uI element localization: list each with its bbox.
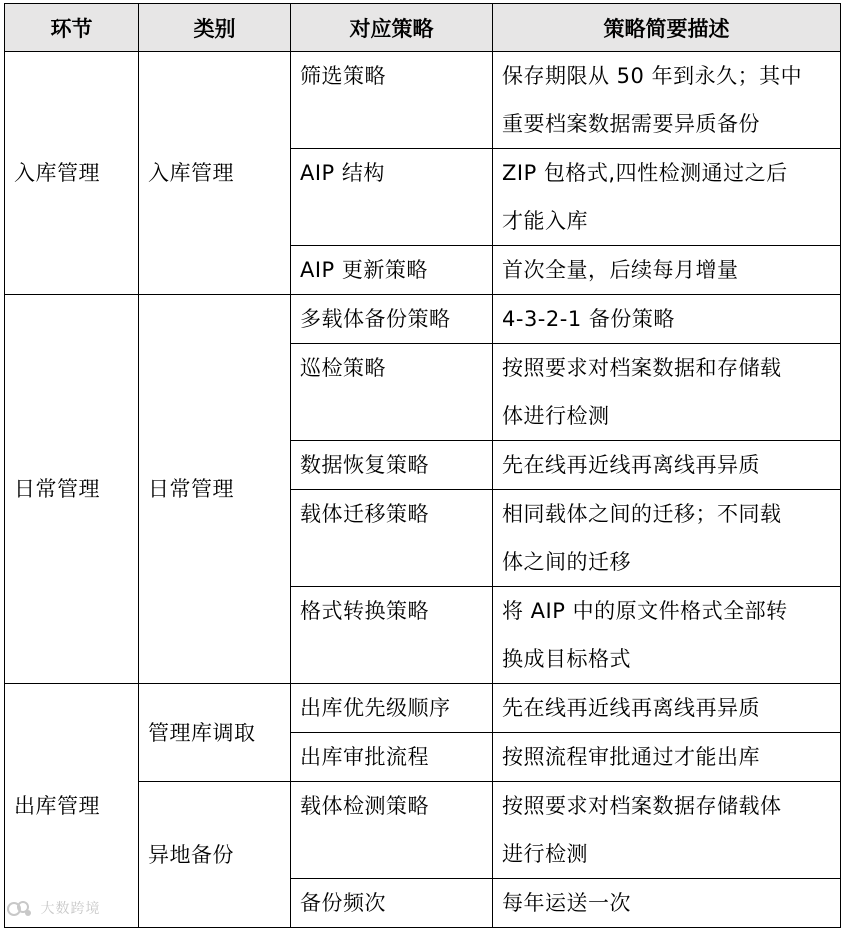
policy-cell: 数据恢复策略 — [291, 441, 493, 490]
policy-cell: 出库审批流程 — [291, 733, 493, 782]
description-line: 换成目标格式 — [502, 647, 631, 671]
header-row — [5, 4, 841, 52]
description-line: 保存期限从 50 年到永久；其中 — [502, 64, 803, 88]
description-cell — [493, 295, 841, 344]
description-line: 按照要求对档案数据存储载体 — [502, 794, 782, 818]
stage-cell: 出库管理 — [5, 684, 139, 928]
watermark-text: 大数跨境 — [40, 901, 101, 917]
description-cell — [493, 587, 841, 684]
policy-cell: AIP 更新策略 — [291, 246, 493, 295]
category-cell: 管理库调取 — [139, 684, 291, 782]
policy-cell: 载体检测策略 — [291, 782, 493, 879]
strategy-table — [4, 3, 841, 928]
description-cell — [493, 52, 841, 149]
table-header — [5, 4, 841, 52]
stage-cell: 入库管理 — [5, 52, 139, 295]
description-line: 首次全量，后续每月增量 — [502, 258, 739, 282]
header-description: 策略简要描述 — [493, 4, 841, 52]
policy-cell: 出库优先级顺序 — [291, 684, 493, 733]
policy-cell: 格式转换策略 — [291, 587, 493, 684]
table-body — [5, 52, 841, 928]
description-line: 先在线再近线再离线再异质 — [502, 453, 760, 477]
description-line: 按照要求对档案数据和存储载 — [502, 356, 782, 380]
description-line: 才能入库 — [502, 209, 588, 233]
description-line: 相同载体之间的迁移；不同载 — [502, 502, 782, 526]
description-cell — [493, 733, 841, 782]
watermark — [6, 898, 100, 919]
table-row — [5, 684, 841, 733]
category-cell: 入库管理 — [139, 52, 291, 295]
category-cell: 异地备份 — [139, 782, 291, 928]
header-category: 类别 — [139, 4, 291, 52]
description-line: 进行检测 — [502, 842, 588, 866]
description-line: 每年运送一次 — [502, 891, 631, 915]
description-line: 将 AIP 中的原文件格式全部转 — [502, 599, 788, 623]
table-row — [5, 52, 841, 149]
description-line: 体进行检测 — [502, 404, 610, 428]
header-stage: 环节 — [5, 4, 139, 52]
description-cell — [493, 684, 841, 733]
policy-cell: 巡检策略 — [291, 344, 493, 441]
description-cell — [493, 149, 841, 246]
description-cell — [493, 490, 841, 587]
description-line: 先在线再近线再离线再异质 — [502, 696, 760, 720]
policy-cell: 载体迁移策略 — [291, 490, 493, 587]
watermark-logo-icon — [6, 899, 32, 919]
description-line: 4-3-2-1 备份策略 — [502, 307, 675, 331]
description-cell — [493, 782, 841, 879]
description-line: 重要档案数据需要异质备份 — [502, 112, 760, 136]
description-line: 体之间的迁移 — [502, 550, 631, 574]
header-policy: 对应策略 — [291, 4, 493, 52]
description-cell — [493, 246, 841, 295]
description-cell — [493, 879, 841, 928]
policy-cell: 筛选策略 — [291, 52, 493, 149]
stage-cell: 日常管理 — [5, 295, 139, 684]
policy-cell: AIP 结构 — [291, 149, 493, 246]
policy-cell: 多载体备份策略 — [291, 295, 493, 344]
category-cell: 日常管理 — [139, 295, 291, 684]
description-cell — [493, 441, 841, 490]
description-cell — [493, 344, 841, 441]
table-row — [5, 295, 841, 344]
description-line: ZIP 包格式,四性检测通过之后 — [502, 161, 788, 185]
description-line: 按照流程审批通过才能出库 — [502, 745, 760, 769]
policy-cell: 备份频次 — [291, 879, 493, 928]
